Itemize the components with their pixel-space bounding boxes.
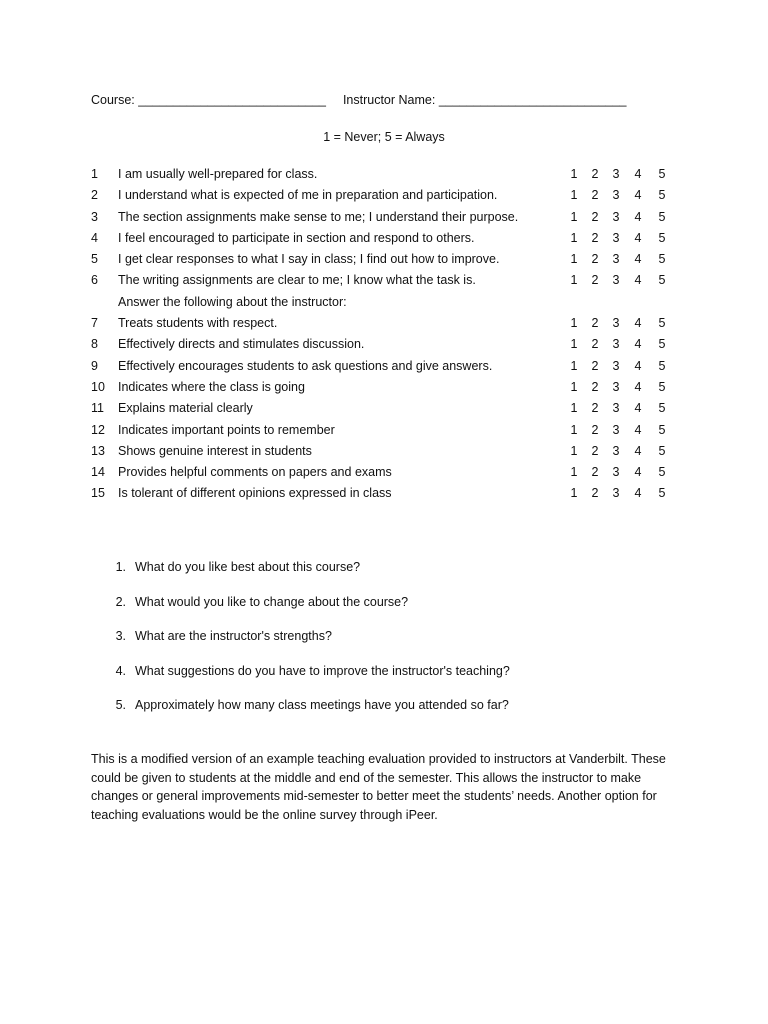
rating-option-1[interactable]: 1 [570,167,578,181]
rating-option-3[interactable]: 3 [612,188,620,203]
rating-item-number: 11 [91,401,104,416]
rating-option-5[interactable]: 5 [658,188,666,203]
rating-option-4[interactable]: 4 [634,273,642,288]
rating-option-3[interactable]: 3 [612,209,620,224]
course-blank: ___________________________ [138,93,326,107]
rating-row [91,249,681,270]
rating-option-1[interactable]: 1 [570,401,578,416]
section-subheading-row [91,292,681,313]
rating-row [91,377,681,398]
rating-option-2[interactable]: 2 [591,273,599,288]
rating-item-text: The section assignments make sense to me; I understand their purpose. [118,209,519,224]
rating-table [91,164,681,505]
rating-item-number: 3 [91,209,98,224]
rating-option-4[interactable]: 4 [634,401,642,416]
rating-option-5[interactable]: 5 [658,209,666,224]
rating-option-3[interactable]: 3 [612,337,620,352]
rating-option-2[interactable]: 2 [591,167,599,181]
rating-option-4[interactable]: 4 [634,316,642,331]
section-subheading: Answer the following about the instructor: [118,294,347,309]
rating-option-1[interactable]: 1 [570,486,578,501]
rating-item-number: 1 [91,167,98,181]
rating-item-text: Effectively directs and stimulates discussion. [118,337,365,352]
rating-option-5[interactable]: 5 [658,422,666,437]
rating-option-4[interactable]: 4 [634,379,642,394]
rating-option-2[interactable]: 2 [591,252,599,267]
rating-option-2[interactable]: 2 [591,337,599,352]
rating-option-1[interactable]: 1 [570,443,578,458]
open-question-number: 4. [115,663,126,678]
rating-option-4[interactable]: 4 [634,358,642,373]
rating-option-4[interactable]: 4 [634,252,642,267]
rating-item-number: 7 [91,316,98,331]
rating-row [91,441,681,462]
rating-row [91,270,681,291]
rating-option-4[interactable]: 4 [634,230,642,245]
rating-option-5[interactable]: 5 [658,465,666,480]
scale-legend: 1 = Never; 5 = Always [323,130,445,144]
rating-option-5[interactable]: 5 [658,443,666,458]
rating-option-1[interactable]: 1 [570,316,578,331]
rating-option-5[interactable]: 5 [658,316,666,331]
open-question-number: 2. [115,594,126,609]
rating-option-2[interactable]: 2 [591,486,599,501]
rating-row [91,334,681,355]
rating-row [91,207,681,228]
rating-option-1[interactable]: 1 [570,422,578,437]
rating-option-4[interactable]: 4 [634,443,642,458]
rating-item-text: Treats students with respect. [118,316,278,331]
rating-option-4[interactable]: 4 [634,337,642,352]
rating-option-2[interactable]: 2 [591,230,599,245]
open-question-text: What do you like best about this course? [135,560,361,574]
rating-row [91,398,681,419]
rating-option-3[interactable]: 3 [612,401,620,416]
rating-item-number: 12 [91,422,105,437]
rating-option-2[interactable]: 2 [591,401,599,416]
open-question-number: 1. [115,560,126,574]
rating-option-1[interactable]: 1 [570,273,578,288]
rating-item-text: Explains material clearly [118,401,253,416]
rating-option-4[interactable]: 4 [634,465,642,480]
instructor-name-label: Instructor Name: [342,93,436,107]
rating-item-number: 8 [91,337,98,352]
rating-option-3[interactable]: 3 [612,422,620,437]
rating-option-5[interactable]: 5 [658,337,666,352]
rating-option-3[interactable]: 3 [612,443,620,458]
rating-item-text: I get clear responses to what I say in class; I find out how to improve. [118,252,500,267]
rating-option-1[interactable]: 1 [570,465,578,480]
course-label: Course: [91,93,135,107]
rating-option-2[interactable]: 2 [591,358,599,373]
rating-option-3[interactable]: 3 [612,486,620,501]
rating-item-text: I feel encouraged to participate in section and respond to others. [118,230,475,245]
rating-option-2[interactable]: 2 [591,379,599,394]
rating-option-2[interactable]: 2 [591,465,599,480]
rating-row [91,462,681,483]
open-question-number: 3. [115,629,126,644]
rating-option-5[interactable]: 5 [658,486,666,501]
rating-option-1[interactable]: 1 [570,379,578,394]
rating-option-4[interactable]: 4 [634,422,642,437]
rating-option-3[interactable]: 3 [612,252,620,267]
rating-item-number: 6 [91,273,98,288]
open-question-text: What suggestions do you have to improve the instructor's teaching? [135,663,510,678]
rating-option-5[interactable]: 5 [658,230,666,245]
rating-option-2[interactable]: 2 [591,316,599,331]
rating-item-number: 14 [91,465,105,480]
rating-item-text: I am usually well-prepared for class. [118,167,318,181]
open-question-text: What would you like to change about the course? [135,594,409,609]
instructor-name-blank: ___________________________ [438,93,627,107]
rating-option-1[interactable]: 1 [570,209,578,224]
rating-item-number: 10 [91,379,105,394]
rating-option-3[interactable]: 3 [612,230,620,245]
rating-item-text: The writing assignments are clear to me; I know what the task is. [118,273,476,288]
open-question-text: Approximately how many class meetings have you attended so far? [135,698,509,713]
rating-item-number: 15 [91,486,105,501]
rating-item-number: 4 [91,230,98,245]
rating-item-number: 9 [91,358,98,373]
rating-option-2[interactable]: 2 [591,188,599,203]
rating-option-5[interactable]: 5 [658,358,666,373]
rating-item-text: Indicates where the class is going [118,379,305,394]
rating-option-4[interactable]: 4 [634,209,642,224]
rating-option-5[interactable]: 5 [658,167,666,181]
rating-option-5[interactable]: 5 [658,379,666,394]
rating-option-2[interactable]: 2 [591,209,599,224]
rating-item-text: Provides helpful comments on papers and exams [118,465,392,480]
rating-item-text: Is tolerant of different opinions expressed in class [118,486,392,501]
rating-option-5[interactable]: 5 [658,273,666,288]
open-question-text: What are the instructor's strengths? [135,629,332,644]
footer-note: This is a modified version of an example teaching evaluation provided to instructors at Vanderbilt. These could be given to students at the middle and end of the semester. This allows the instructor to make changes or general improvements mid-semester to better meet the students’ needs. Another option for teaching evaluations would be the online survey through iPeer. [91,752,666,822]
rating-option-4[interactable]: 4 [634,167,642,181]
rating-option-5[interactable]: 5 [658,252,666,267]
rating-row [91,313,681,334]
rating-item-number: 5 [91,252,98,267]
open-question-number: 5. [115,698,126,713]
rating-option-4[interactable]: 4 [634,188,642,203]
rating-option-1[interactable]: 1 [570,337,578,352]
rating-item-text: Shows genuine interest in students [118,443,312,458]
rating-item-text: I understand what is expected of me in preparation and participation. [118,188,498,203]
rating-option-3[interactable]: 3 [612,167,620,181]
rating-option-4[interactable]: 4 [634,486,642,501]
form-header [91,93,627,107]
rating-option-1[interactable]: 1 [570,188,578,203]
rating-option-3[interactable]: 3 [612,379,620,394]
rating-option-1[interactable]: 1 [570,358,578,373]
rating-row [91,164,681,185]
rating-option-1[interactable]: 1 [570,252,578,267]
rating-option-5[interactable]: 5 [658,401,666,416]
rating-option-2[interactable]: 2 [591,443,599,458]
rating-option-3[interactable]: 3 [612,358,620,373]
rating-row [91,228,681,249]
rating-row [91,420,681,441]
rating-option-3[interactable]: 3 [612,273,620,288]
rating-item-text: Indicates important points to remember [118,422,335,437]
rating-row [91,185,681,206]
rating-option-2[interactable]: 2 [591,422,599,437]
rating-row [91,356,681,377]
rating-item-number: 2 [91,188,98,203]
rating-item-text: Effectively encourages students to ask questions and give answers. [118,358,493,373]
rating-item-number: 13 [91,443,105,458]
rating-option-3[interactable]: 3 [612,316,620,331]
rating-option-1[interactable]: 1 [570,230,578,245]
rating-option-3[interactable]: 3 [612,465,620,480]
rating-row [91,483,681,504]
